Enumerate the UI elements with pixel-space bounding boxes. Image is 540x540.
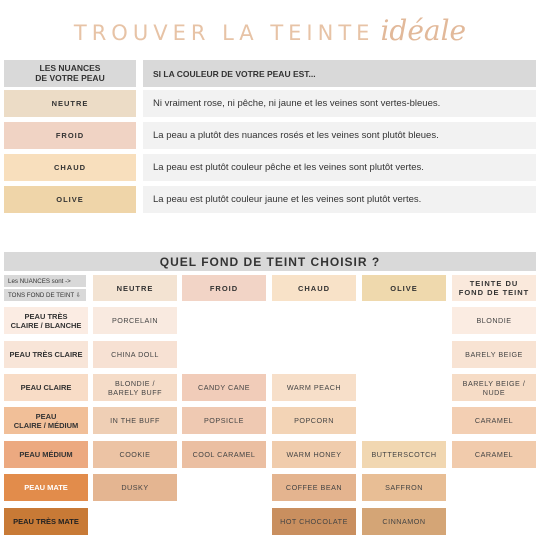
foundation-shade-cell: HOT CHOCOLATE xyxy=(272,508,356,535)
column-header: OLIVE xyxy=(362,275,446,301)
foundation-shade-cell: SAFFRON xyxy=(362,474,446,501)
foundation-shade-cell: CHINA DOLL xyxy=(93,341,177,368)
skin-tone-description: La peau est plutôt couleur pêche et les veines sont plutôt vertes. xyxy=(143,154,536,181)
foundation-shade-cell: CARAMEL xyxy=(452,441,536,468)
column-header: TEINTE DU FOND DE TEINT xyxy=(452,275,536,301)
skin-shade-label: PEAU MATE xyxy=(4,474,88,501)
skin-shade-label: PEAU TRÈS CLAIRE xyxy=(4,341,88,368)
foundation-shade-cell: CINNAMON xyxy=(362,508,446,535)
skin-tone-description: Ni vraiment rose, ni pêche, ni jaune et les veines sont vertes-bleues. xyxy=(143,90,536,117)
foundation-shade-cell: WARM PEACH xyxy=(272,374,356,401)
foundation-shade-cell: WARM HONEY xyxy=(272,441,356,468)
skin-tone-header: LES NUANCES DE VOTRE PEAU xyxy=(4,60,136,87)
skin-tone-neutre: NEUTRE xyxy=(4,90,136,117)
page-title xyxy=(0,14,540,47)
tones-tag: TONS FOND DE TEINT ⇩ xyxy=(4,289,86,301)
foundation-shade-cell: BLONDIE xyxy=(452,307,536,334)
foundation-shade-cell: POPSICLE xyxy=(182,407,266,434)
foundation-shade-cell: IN THE BUFF xyxy=(93,407,177,434)
foundation-shade-cell: CARAMEL xyxy=(452,407,536,434)
skin-tone-froid: FROID xyxy=(4,122,136,149)
title-main: TROUVER LA TEINTE xyxy=(73,21,375,45)
skin-tone-description: La peau est plutôt couleur jaune et les veines sont plutôt vertes. xyxy=(143,186,536,213)
foundation-shade-cell: BARELY BEIGE xyxy=(452,341,536,368)
skin-shade-label: PEAU TRÈS MATE xyxy=(4,508,88,535)
title-script: idéale xyxy=(380,14,467,47)
foundation-shade-cell: CANDY CANE xyxy=(182,374,266,401)
foundation-shade-cell: POPCORN xyxy=(272,407,356,434)
column-header: FROID xyxy=(182,275,266,301)
foundation-shade-cell: BLONDIE / BARELY BUFF xyxy=(93,374,177,401)
foundation-shade-cell: BUTTERSCOTCH xyxy=(362,441,446,468)
foundation-shade-cell: COOKIE xyxy=(93,441,177,468)
skin-color-header: SI LA COULEUR DE VOTRE PEAU EST... xyxy=(143,60,536,87)
skin-shade-label: PEAU MÉDIUM xyxy=(4,441,88,468)
foundation-shade-cell: BARELY BEIGE / NUDE xyxy=(452,374,536,401)
foundation-shade-cell: DUSKY xyxy=(93,474,177,501)
skin-shade-label: PEAU TRÈS CLAIRE / BLANCHE xyxy=(4,307,88,334)
foundation-shade-cell: PORCELAIN xyxy=(93,307,177,334)
skin-tone-olive: OLIVE xyxy=(4,186,136,213)
foundation-shade-cell: COFFEE BEAN xyxy=(272,474,356,501)
skin-tone-description: La peau a plutôt des nuances rosés et les veines sont plutôt bleues. xyxy=(143,122,536,149)
column-header: CHAUD xyxy=(272,275,356,301)
skin-shade-label: PEAU CLAIRE / MÉDIUM xyxy=(4,407,88,434)
foundation-section-title: QUEL FOND DE TEINT CHOISIR ? xyxy=(4,252,536,271)
foundation-shade-cell: COOL CARAMEL xyxy=(182,441,266,468)
skin-shade-label: PEAU CLAIRE xyxy=(4,374,88,401)
nuances-tag: Les NUANCES sont -> xyxy=(4,275,86,287)
column-header: NEUTRE xyxy=(93,275,177,301)
skin-tone-chaud: CHAUD xyxy=(4,154,136,181)
